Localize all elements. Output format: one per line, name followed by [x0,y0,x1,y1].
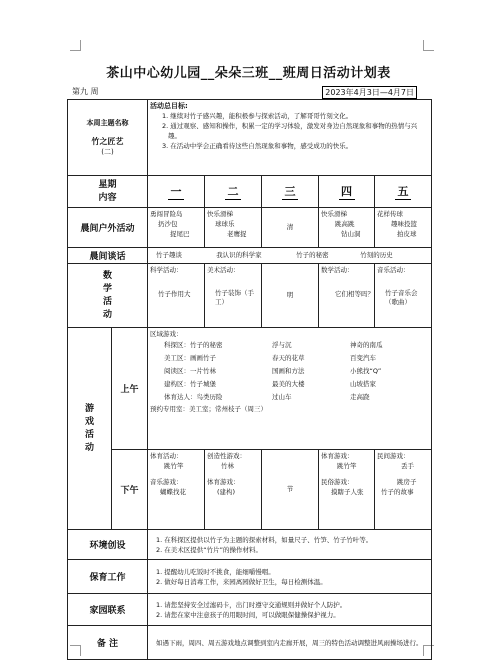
teaching-monday [148,264,205,328]
game-type: 体育游戏： [207,478,240,486]
home-item: 2. 请您在家中注意孩子的用眼时间，可以做眼保健操保护视力。 [156,610,340,619]
games-am-cell [148,328,432,450]
goals-cell [148,100,432,176]
area-game-row [150,365,429,378]
games-label-text: 游戏活动 [84,403,94,453]
weekly-plan-table [67,99,432,660]
area-game: 国画和方法 [272,367,305,375]
home-row [68,594,432,626]
activity-type: 数学活动： [321,266,354,274]
area-game-row [150,352,429,365]
area-game: 美工区：画画竹子 [164,354,216,362]
care-item: 1. 提醒幼儿吃饭时不挑食，能细嚼慢咽。 [156,567,275,576]
games-am-label: 上午 [112,328,148,450]
morning-talk-label: 晨间谈话 [68,248,148,264]
area-game: 山坡搭家 [350,380,376,388]
teaching-thursday [319,264,375,328]
activity-text: 竹子作用大 [158,290,191,298]
home-cell [148,594,432,626]
theme-cell [68,100,148,176]
area-game: 阅读区：一片竹林 [164,367,216,375]
activity-type: 音乐活动： [377,266,410,274]
teaching-label-text: 数学活动 [102,270,112,320]
goal-item: 1. 继续对竹子感兴趣，能积极参与探索活动，了解哥哥竹刻文化。 [162,112,353,120]
area-game: 浮与沉 [272,341,292,349]
activity-text: 老鹰捉 [227,230,247,238]
outdoor-thursday [319,208,375,248]
games-pm-thursday [319,450,375,530]
activity-text: 勇闯冒险岛 [150,210,183,218]
days-row [68,176,432,208]
area-game-row [150,339,429,352]
game-text: 跳房子 [397,478,417,486]
environment-row [68,530,432,560]
game-text: 节 [286,485,294,493]
game-text: 蝴蝶找花 [160,488,186,496]
activity-text: 扔沙包 [158,220,178,228]
area-game: 春天的花草 [272,354,305,362]
week-number: 第九 周 [72,87,99,96]
talk-topic: 我认识的科学家 [216,251,262,259]
teaching-row [68,264,432,328]
outdoor-wednesday [262,208,319,248]
day-label: 一 [168,183,184,200]
game-type: 音乐游戏： [150,478,183,486]
activity-text: 明 [286,291,294,299]
game-text: (建构) [217,488,236,496]
outdoor-tuesday [205,208,262,248]
game-type: 体育游戏： [321,452,354,460]
teaching-tuesday [205,264,262,328]
notes-row [68,626,432,660]
home-label: 家园联系 [68,594,148,626]
activity-text: 竹子音乐会（歌曲） [385,289,418,306]
teaching-wednesday [262,264,319,328]
environment-item: 2. 在美术区提供“竹片”的操作材料。 [156,545,263,554]
game-text: 跳竹竿 [164,462,184,470]
activity-text: 钻山洞 [341,230,361,238]
teaching-friday [375,264,432,328]
crop-mark-top-right [423,40,434,51]
game-text: 竹林 [221,462,234,470]
talk-topic: 竹刻的历史 [360,251,393,259]
area-game: 最美的大楼 [272,380,305,388]
games-pm-friday [375,450,432,530]
theme-row [68,100,432,176]
activity-text: 竹子装饰（手工） [215,289,254,306]
area-game: 体育达人：鸟类历险 [164,393,223,401]
teaching-label [68,264,148,328]
goal-item: 3. 在活动中学会正确看待这些自然现象和事物，感受成功的快乐。 [162,142,353,150]
game-text: 跳竹竿 [337,462,357,470]
day-tuesday [205,176,262,208]
area-game-row [150,378,429,391]
notes-text: 如遇下雨，周四、周五游戏地点调整到室内走廊开展，周三的特色活动调整进风雨操场进行。 [148,626,432,660]
day-label: 五 [395,183,411,200]
theme-value: 竹之匠艺 [91,137,124,146]
area-game: 走高跷 [350,393,370,401]
environment-label: 环境创设 [68,530,148,560]
outdoor-monday [148,208,205,248]
day-monday [148,176,205,208]
morning-talk-row [68,248,432,264]
activity-text: 球球乐 [215,220,235,228]
outdoor-label: 晨间户外活动 [68,208,148,248]
game-text: 竹子的故事 [381,488,414,496]
date-range: 2023年4月3日—4月7日 [322,86,417,99]
activity-text: 它们相等吗？ [335,290,374,298]
care-row [68,560,432,594]
games-pm-row [68,450,432,530]
crop-mark-top-left [70,40,81,51]
area-game: 过山车 [272,393,292,401]
day-label: 四 [339,183,355,200]
games-pm-tuesday [205,450,262,530]
area-game-row [150,391,429,404]
day-thursday [319,176,375,208]
activity-text: 快乐滑梯 [207,210,233,218]
morning-talk-cell [148,248,432,264]
games-label [68,328,112,530]
game-text: 摸瞎子人张 [331,488,364,496]
goal-item: 2. 通过观察、感知和操作，积累一定的学习体验，激发对身边自然现象和事物的热情与兴趣。 [162,122,418,140]
games-pm-label: 下午 [112,450,148,530]
activity-text: 捉尾巴 [170,230,190,238]
home-item: 1. 请您坚持安全过滤码卡，出门时遵守交通规则并做好个人防护。 [156,600,347,609]
activity-text: 跳高跳 [335,220,355,228]
day-label: 三 [282,183,298,200]
area-game: 科探区：竹子的秘密 [164,341,223,349]
day-friday [375,176,432,208]
care-cell [148,560,432,594]
game-type: 民俗游戏： [321,478,354,486]
area-game: 百变汽车 [350,354,376,362]
games-am-row [68,328,432,450]
notes-label: 备 注 [68,626,148,660]
day-label: 二 [225,183,241,200]
talk-topic: 竹子趣谈 [156,251,182,259]
area-games-header: 区域游戏： [150,330,183,338]
game-type: 体育活动： [150,452,183,460]
theme-label: 本周主题名称 [86,119,129,127]
reservation-note: 预约专用室：美工室；常州枝子（周三） [150,405,267,413]
environment-item: 1. 在科探区提供以竹子为主题的探索材料，如量尺子、竹笋、竹子竹叶等。 [156,535,373,544]
activity-text: 拍皮球 [397,230,417,238]
days-label: 星期 内容 [68,176,148,208]
activity-text: 快乐滑梯 [321,210,347,218]
outdoor-row [68,208,432,248]
care-item: 2. 做好每日消毒工作，来园离园做好卫生，每日检测体温。 [156,577,327,586]
activity-text: 清 [286,223,294,231]
games-pm-wednesday [262,450,319,530]
activity-type: 科学活动： [150,266,183,274]
goals-label: 活动总目标: [150,102,188,110]
page-title: 茶山中心幼儿园__朵朵三班__班周日活动计划表 [106,66,391,81]
environment-cell [148,530,432,560]
day-wednesday [262,176,319,208]
game-type: 民间游戏： [377,452,410,460]
area-game: 小熊找“Q” [350,367,382,375]
care-label: 保育工作 [68,560,148,594]
games-pm-monday [148,450,205,530]
area-game: 神奇的南瓜 [350,341,383,349]
activity-text: 花样传球 [377,210,403,218]
outdoor-friday [375,208,432,248]
game-type: 创造性游戏： [207,452,246,460]
game-text: 丢手 [401,462,414,470]
activity-text: 趣味投篮 [391,220,417,228]
area-game: 建构区：竹子城堡 [164,380,216,388]
theme-suffix: (二) [101,148,114,156]
talk-topic: 竹子的秘密 [296,251,329,259]
activity-type: 美术活动： [207,266,240,274]
